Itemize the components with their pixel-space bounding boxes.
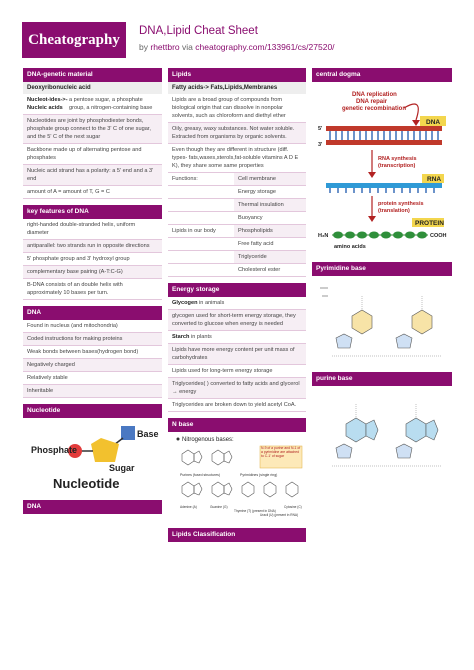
guanine-label: Guanine (G)	[210, 505, 228, 509]
section-title: DNA	[23, 500, 162, 514]
dna-replication-label: DNA replication	[352, 92, 397, 98]
pyrimidines-label: Pyrimidines (single ring)	[240, 473, 278, 477]
n-base-bullet: Nitrogenous bases:	[182, 437, 234, 443]
base-label: Base	[137, 429, 159, 439]
byline-via: via	[182, 42, 193, 52]
pyrimidine-diagram	[312, 276, 452, 366]
author-link[interactable]: rhettbro	[150, 42, 180, 52]
kv-value: Energy storage	[238, 189, 276, 195]
dna-base-pairs	[330, 131, 438, 140]
section-subtitle: Fatty acids-> Fats,Lipids,Membranes	[168, 82, 306, 94]
list-item: complementary base pairing (A-T:C-G)	[23, 266, 162, 279]
list-item: Nucleotides are joint by phosphodiester bonds, phosphate group connect to the 3' C of one sugar, and the 5' C of the next sugar	[23, 115, 162, 144]
section-title: purine base	[312, 372, 452, 386]
list-item: right-handed double-stranded helix, uniform diameter	[23, 219, 162, 240]
kv-key	[168, 251, 234, 263]
cheatography-logo[interactable]: Cheatography	[22, 22, 126, 58]
translation-label: (translation)	[378, 208, 410, 214]
cooh-label: COOH	[430, 233, 447, 239]
section-title: Nucleotide	[23, 404, 162, 418]
list-item: B-DNA consists of an double helix with approximately 10 bases per turn.	[23, 279, 162, 300]
emph: Starch	[172, 334, 190, 340]
central-dogma-diagram	[312, 82, 452, 256]
kv-key: Nucleot-ides->-Nucleic acids	[27, 97, 68, 111]
list-item: 5' phosphate group and 3' hydroxyl group	[23, 253, 162, 266]
text: glycogen used for short-term energy storage, they converted to glucose when energy is needed	[172, 313, 296, 327]
adenine-label: Adenine (A)	[180, 505, 197, 509]
rna-synthesis-label: RNA synthesis	[378, 156, 417, 162]
dna-5-prime: 5'	[318, 126, 323, 132]
n-base-note: N-9 of a purine and N-1 of a pyrimidine are attached to C-1' of sugar	[261, 446, 301, 458]
text: in animals	[197, 300, 225, 306]
list-item	[168, 331, 306, 344]
kv-value: a pentose sugar, a phosphate group, a nitrogen-containing base	[69, 97, 153, 111]
purine-svg	[312, 386, 452, 476]
section-title: central dogma	[312, 68, 452, 82]
byline-by: by	[139, 42, 148, 52]
column-3	[312, 68, 452, 482]
kv-key	[168, 186, 234, 198]
protein-label: PROTEIN	[415, 220, 444, 227]
column-2	[168, 68, 306, 548]
column-1	[23, 68, 162, 520]
nucleotide-caption: Nucleotide	[53, 476, 120, 491]
section-dna-genetic-material	[23, 68, 162, 199]
base-square-icon	[121, 426, 135, 440]
section-key-features	[23, 205, 162, 300]
kv-value: Triglyceride	[234, 251, 306, 263]
sugar-label: Sugar	[109, 463, 135, 473]
section-title: N base	[168, 418, 306, 432]
list-item: Weak bonds between bases(hydrogen bond)	[23, 346, 162, 359]
dna-3-prime: 3'	[318, 142, 323, 148]
phosphate-label: Phosphate	[31, 445, 78, 455]
nucleotide-svg	[23, 418, 162, 494]
kv-value: Phospholipids	[234, 225, 306, 237]
cytosine-label: Cytosine (C)	[284, 505, 302, 509]
list-item: Negatively charged	[23, 359, 162, 372]
list-item: Backbone made up of alternating pentose and phosphates	[23, 144, 162, 165]
kv-value: Buoyancy	[238, 215, 263, 221]
text: Triglycerides are broken down to yield acetyl CoA.	[172, 402, 297, 408]
kv-key: Functions:	[172, 176, 198, 182]
purine-diagram	[312, 386, 452, 476]
byline	[139, 42, 335, 52]
kv-row	[168, 173, 306, 186]
section-title: Lipids	[168, 68, 306, 82]
section-title: Pyrimidine base	[312, 262, 452, 276]
list-item: Oily, greasy, waxy substances. Not water soluble. Extracted from organisms by organic solvents.	[168, 123, 306, 144]
list-item	[168, 310, 306, 331]
kv-row	[23, 94, 162, 115]
protein-synthesis-label: protein synthesis	[378, 201, 424, 207]
rna-bases	[330, 188, 434, 193]
section-purine-base	[312, 372, 452, 476]
section-lipids-classification	[168, 528, 306, 542]
sheet-url-link[interactable]: cheatography.com/133961/cs/27520/	[195, 42, 335, 52]
list-item: amount of A = amount of T, G = C	[23, 186, 162, 199]
list-item: Inheritable	[23, 385, 162, 398]
kv-key	[168, 264, 234, 276]
kv-value: Cell membrane	[234, 173, 306, 185]
kv-row	[168, 238, 306, 251]
list-item: Lipids are a broad group of compounds from biological origin that can dissolve in nonpolar solvents, such as chloroform and diethyl ether	[168, 94, 306, 123]
text: in plants	[189, 334, 212, 340]
dna-label: DNA	[426, 119, 441, 126]
section-lipids	[168, 68, 306, 277]
kv-row	[168, 251, 306, 264]
list-item: Coded instructions for making proteins	[23, 333, 162, 346]
kv-value: Thermal insulation	[234, 199, 306, 211]
section-title: Energy storage	[168, 283, 306, 297]
section-nucleotide	[23, 404, 162, 494]
genetic-recombination-label: genetic recombination	[342, 106, 407, 112]
sugar-pentagon-icon	[91, 438, 119, 462]
central-dogma-svg	[312, 82, 452, 256]
kv-row	[168, 199, 306, 212]
rna-label: RNA	[427, 176, 442, 183]
list-item	[168, 378, 306, 399]
emph: Glycogen	[172, 300, 198, 306]
kv-key: Lipids in our body	[172, 228, 216, 234]
kv-value: Cholesterol ester	[238, 267, 281, 273]
section-title: key features of DNA	[23, 205, 162, 219]
section-dna	[23, 306, 162, 398]
kv-value: Free fatty acid	[238, 241, 274, 247]
text: Lipids have more energy content per unit mass of carbohydrates	[172, 347, 295, 361]
kv-key	[168, 199, 234, 211]
pyrimidine-svg	[312, 276, 452, 366]
text: Lipids used for long-term energy storage	[172, 368, 273, 374]
dna-strand-top	[326, 126, 442, 131]
list-item: Found in nucleus (and mitochondria)	[23, 320, 162, 333]
h2n-label: H₂N	[318, 233, 329, 239]
purines-label: Purines (fused structures)	[180, 473, 221, 477]
list-item: Relatively stable	[23, 372, 162, 385]
list-item: antiparallel: two strands run in opposite directions	[23, 240, 162, 253]
pyrimidine-structures	[320, 288, 432, 348]
kv-row	[168, 186, 306, 199]
list-item: Nucleic acid strand has a polarity: a 5' end and a 3' end	[23, 165, 162, 186]
dna-repair-label: DNA repair	[356, 99, 388, 105]
kv-row	[168, 225, 306, 238]
list-item	[168, 344, 306, 365]
header	[0, 0, 474, 62]
uracil-label: Uracil (U) (present in RNA)	[260, 513, 299, 517]
section-dna-2	[23, 500, 162, 514]
text: Triglycerides( ) converted to fatty acids and glycerol → energy	[172, 381, 300, 395]
list-item	[168, 297, 306, 310]
n-base-svg	[168, 432, 306, 522]
section-title: Lipids Classification	[168, 528, 306, 542]
nucleotide-diagram	[23, 418, 162, 494]
list-item	[168, 365, 306, 378]
thymine-label: Thymine (T) (present in DNA)	[234, 509, 276, 513]
purine-structures	[336, 418, 438, 458]
amino-acids-label: amino acids	[334, 244, 366, 250]
section-energy-storage	[168, 283, 306, 412]
section-title: DNA-genetic material	[23, 68, 162, 82]
rna-strand	[326, 183, 442, 188]
section-pyrimidine-base	[312, 262, 452, 366]
list-item: Even though they are different in structure (diff. types- fats,waxes,sterols,fat-soluble vitamins A D E K), they share some same properties	[168, 144, 306, 173]
section-title: DNA	[23, 306, 162, 320]
section-central-dogma	[312, 68, 452, 256]
dna-strand-bottom	[326, 140, 442, 145]
page-title: DNA,Lipid Cheat Sheet	[139, 25, 258, 37]
transcription-label: (transcription)	[378, 163, 416, 169]
list-item	[168, 399, 306, 412]
section-subtitle: Deoxyribonucleic acid	[23, 82, 162, 94]
n-base-diagram	[168, 432, 306, 522]
kv-row	[168, 264, 306, 277]
section-n-base	[168, 418, 306, 522]
kv-row	[168, 212, 306, 225]
kv-key	[168, 212, 234, 224]
kv-key	[168, 238, 234, 250]
